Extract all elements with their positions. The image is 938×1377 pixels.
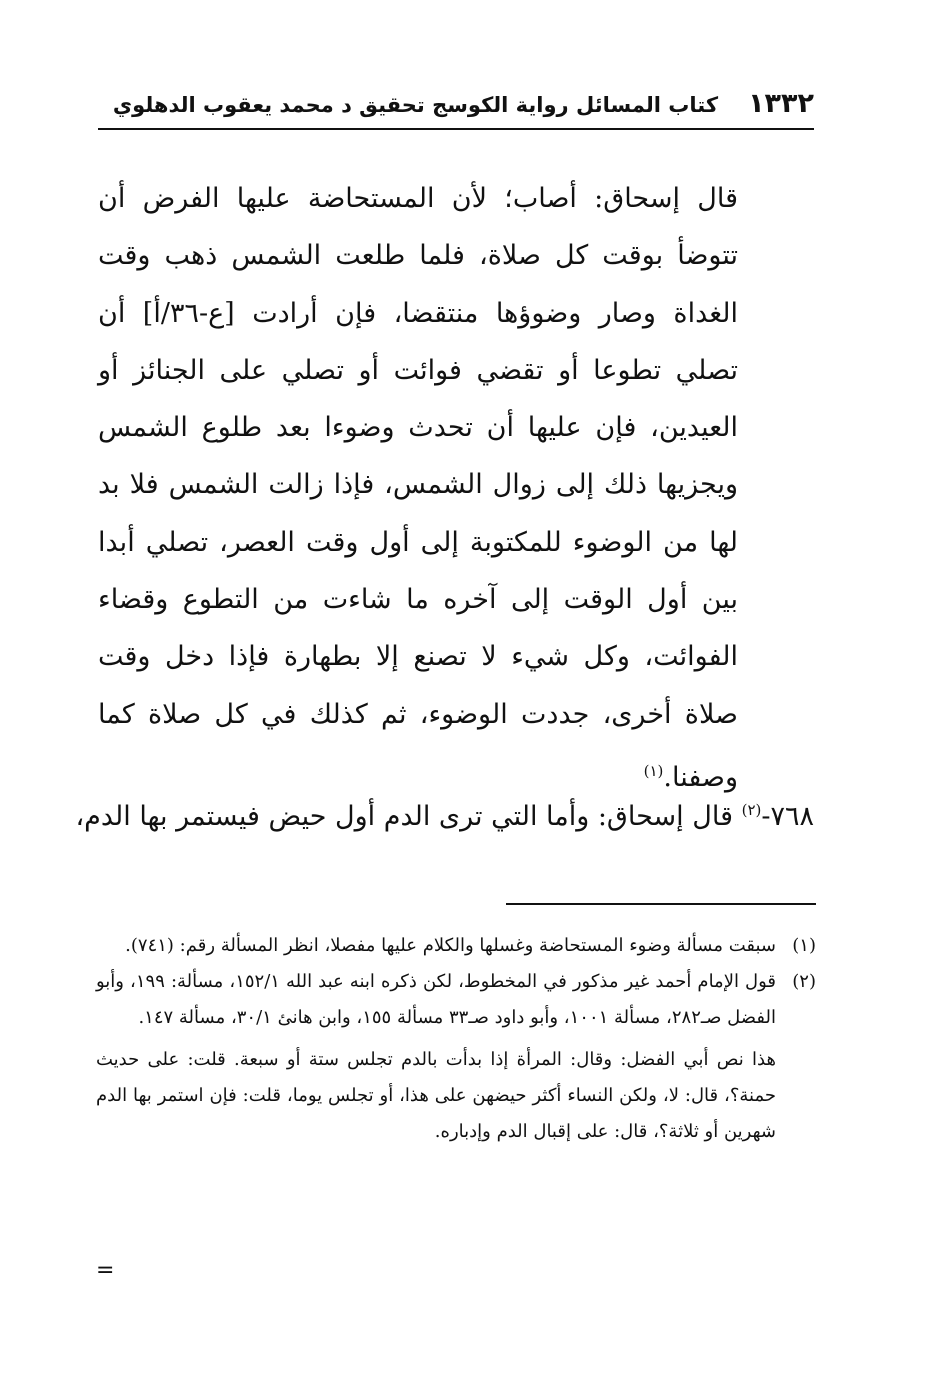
footnote-ref-1: (١): [643, 761, 664, 780]
footnote-ref-2: (٢): [741, 801, 762, 819]
issue-number: ٧٦٨-: [761, 801, 814, 832]
footnote-mark: (١): [792, 935, 816, 956]
footnote-text: سبقت مسألة وضوء المستحاضة وغسلها والكلام عليها مفصلا، انظر المسألة رقم: (٧٤١).: [125, 935, 776, 956]
footnote-mark: (٢): [792, 971, 816, 992]
header-divider: [98, 128, 814, 130]
footnote-divider: [506, 903, 816, 905]
continuation-mark: =: [96, 1258, 115, 1283]
page-header: [98, 88, 814, 126]
paragraph-text: قال إسحاق: أصاب؛ لأن المستحاضة عليها الفرض أن تتوضأ بوقت كل صلاة، فلما طلعت الشمس ذهب وقت الغداة وصار وضوؤها منتقضا، فإن أرادت [ع-٣٦/أ] أن تصلي تطوعا أو تقضي فوائت أو تصلي على الجنائز أو العيدين، فإن عليها أن تحدث وضوءا بعد طلوع الشمس ويجزيها ذلك إلى زوال الشمس، فإذا زالت الشمس فلا بد لها من الوضوء للمكتوبة إلى أول وقت العصر، تصلي أبدا بين أول الوقت إلى آخره ما شاءت من التطوع وقضاء الفوائت، وكل شيء لا تصنع إلا بطهارة فإذا دخل وقت صلاة أخرى، جددت الوضوء، ثم كذلك في كل صلاة كما وصفنا.: [98, 183, 738, 793]
footnote-item: [96, 964, 816, 1036]
issue-heading: [75, 782, 814, 845]
page-number: ١٣٣٢: [748, 88, 814, 119]
footnote-text: قول الإمام أحمد غير مذكور في المخطوط، لكن ذكره ابنه عبد الله ١٥٢/١، مسألة: ١٩٩، وأبو الفضل صـ٢٨٢، مسألة ١٠٠١، وأبو داود صـ٣٣ مسألة ١٥٥، وابن هانئ ٣٠/١، مسألة ١٤٧.: [96, 971, 776, 1028]
main-paragraph: [98, 170, 738, 806]
book-title: كتاب المسائل رواية الكوسج تحقيق د محمد يعقوب الدهلوي: [112, 93, 719, 117]
footnote-item: [96, 928, 816, 964]
footnote-quote: هذا نص أبي الفضل: وقال: المرأة إذا بدأت بالدم تجلس ستة أو سبعة. قلت: على حديث حمنة؟، قال: لا، ولكن النساء أكثر حيضهن على هذا، أو تجلس يوما، قلت: فإن استمر بها الدم شهرين أو ثلاثة؟، قال: على إقبال الدم وإدباره.: [96, 1049, 776, 1142]
footnotes: [96, 928, 816, 1150]
issue-text: قال إسحاق: وأما التي ترى الدم أول حيض فيستمر بها الدم،: [75, 801, 742, 832]
